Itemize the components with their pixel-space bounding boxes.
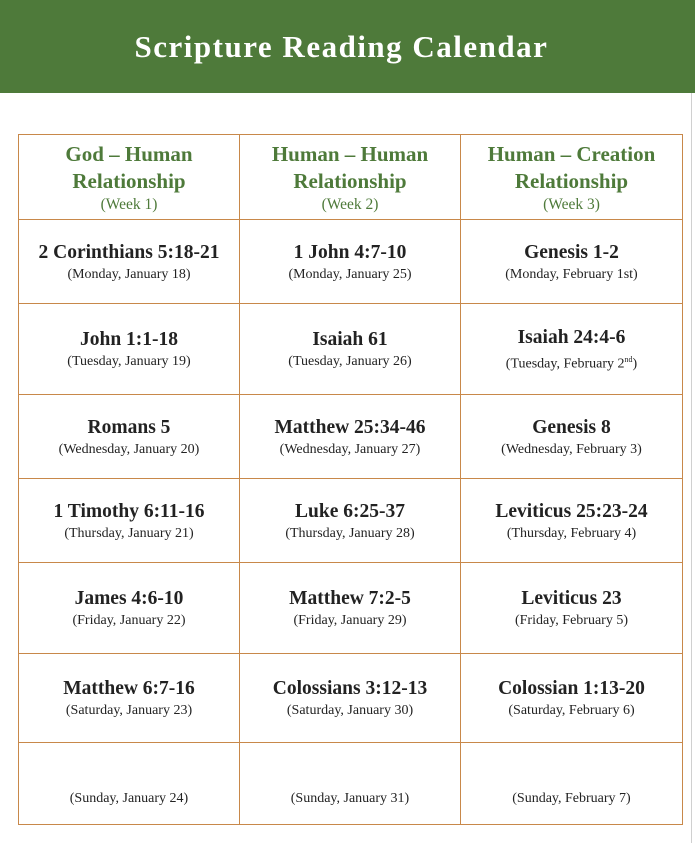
- scripture-passage: Leviticus 23: [521, 588, 622, 609]
- reading-date: (Friday, January 29): [293, 613, 407, 628]
- scripture-passage: Genesis 8: [532, 416, 611, 438]
- scripture-passage: Matthew 7:2-5: [289, 588, 411, 609]
- reading-cell: [461, 563, 683, 654]
- reading-date: [465, 350, 678, 374]
- reading-date: (Tuesday, January 19): [67, 354, 191, 369]
- scripture-passage: Luke 6:25-37: [295, 500, 405, 522]
- reading-cell: [240, 395, 461, 479]
- reading-cell: [240, 743, 461, 825]
- scripture-passage: Colossians 3:12-13: [272, 678, 428, 699]
- reading-date: (Wednesday, January 20): [58, 441, 200, 457]
- reading-cell: [461, 304, 683, 395]
- column-header-line2: Relationship: [514, 168, 629, 193]
- reading-cell: [461, 654, 683, 743]
- scripture-passage: Genesis 1-2: [524, 241, 619, 263]
- title-banner: [0, 0, 695, 93]
- ordinal-suffix: nd: [624, 354, 633, 364]
- column-header-line1: Human – Human: [271, 141, 429, 166]
- scripture-passage: 1 Timothy 6:11-16: [53, 500, 205, 522]
- scripture-passage: John 1:1-18: [79, 329, 179, 350]
- table-row: [19, 395, 683, 479]
- reading-cell: [461, 479, 683, 563]
- table-row: [19, 479, 683, 563]
- reading-cell: [19, 304, 240, 395]
- reading-cell: [19, 220, 240, 304]
- scripture-passage: Isaiah 24:4-6: [517, 326, 626, 348]
- reading-cell: [19, 743, 240, 825]
- table-row: [19, 654, 683, 743]
- column-header: [240, 135, 461, 220]
- reading-date: (Wednesday, February 3): [501, 441, 642, 457]
- page-edge-rule: [691, 93, 692, 843]
- scripture-passage: James 4:6-10: [74, 588, 184, 609]
- table-row: [19, 220, 683, 304]
- reading-cell: [240, 479, 461, 563]
- table-row: [19, 563, 683, 654]
- scripture-passage: Matthew 6:7-16: [63, 678, 195, 699]
- reading-date: (Sunday, January 24): [69, 791, 189, 806]
- column-header-week: (Week 1): [100, 195, 158, 213]
- reading-cell: [461, 220, 683, 304]
- column-header-week: (Week 3): [543, 195, 600, 213]
- reading-cell: [19, 395, 240, 479]
- reading-cell: [461, 743, 683, 825]
- reading-calendar-table: [18, 134, 683, 825]
- reading-date: (Wednesday, January 27): [279, 441, 421, 457]
- reading-date: (Saturday, February 6): [508, 703, 635, 718]
- column-header-line2: Relationship: [293, 168, 407, 193]
- reading-date: (Tuesday, January 26): [288, 354, 412, 369]
- scripture-passage: 1 John 4:7-10: [293, 241, 407, 263]
- reading-date: (Sunday, February 7): [512, 791, 631, 806]
- reading-date: (Monday, February 1st): [505, 266, 638, 282]
- reading-date: (Saturday, January 30): [286, 703, 414, 718]
- reading-date: (Monday, January 18): [67, 266, 191, 282]
- reading-date: (Sunday, January 31): [290, 791, 410, 806]
- reading-date: (Saturday, January 23): [65, 703, 193, 718]
- table-row: [19, 304, 683, 395]
- scripture-passage: Colossian 1:13-20: [498, 678, 645, 699]
- reading-date-text: (Tuesday, February 2: [505, 356, 625, 372]
- column-header-line1: Human – Creation: [487, 141, 656, 166]
- table-row: [19, 743, 683, 825]
- reading-cell: [240, 654, 461, 743]
- reading-cell: [240, 563, 461, 654]
- column-header-week: (Week 2): [321, 195, 379, 213]
- reading-cell: [19, 563, 240, 654]
- reading-date: (Friday, February 5): [514, 613, 628, 628]
- scripture-passage: Romans 5: [87, 416, 171, 438]
- column-header-line1: God – Human: [65, 141, 193, 166]
- header-row: [19, 135, 683, 220]
- reading-date: (Thursday, January 28): [285, 525, 415, 541]
- column-header-line2: Relationship: [72, 168, 186, 193]
- reading-date: (Monday, January 25): [288, 266, 412, 282]
- reading-date: (Thursday, February 4): [506, 525, 637, 541]
- reading-cell: [240, 220, 461, 304]
- reading-cell: [19, 479, 240, 563]
- column-header: [461, 135, 683, 220]
- page-title: Scripture Reading Calendar: [134, 28, 549, 64]
- scripture-passage: Leviticus 25:23-24: [495, 500, 648, 522]
- column-header: [19, 135, 240, 220]
- scripture-passage: Matthew 25:34-46: [274, 416, 426, 438]
- reading-cell: [19, 654, 240, 743]
- reading-cell: [240, 304, 461, 395]
- reading-date: (Thursday, January 21): [64, 525, 194, 541]
- scripture-passage: 2 Corinthians 5:18-21: [38, 241, 220, 263]
- reading-cell: [461, 395, 683, 479]
- scripture-passage: Isaiah 61: [312, 329, 388, 350]
- reading-date-close: ): [632, 356, 638, 372]
- reading-date: (Friday, January 22): [72, 613, 186, 628]
